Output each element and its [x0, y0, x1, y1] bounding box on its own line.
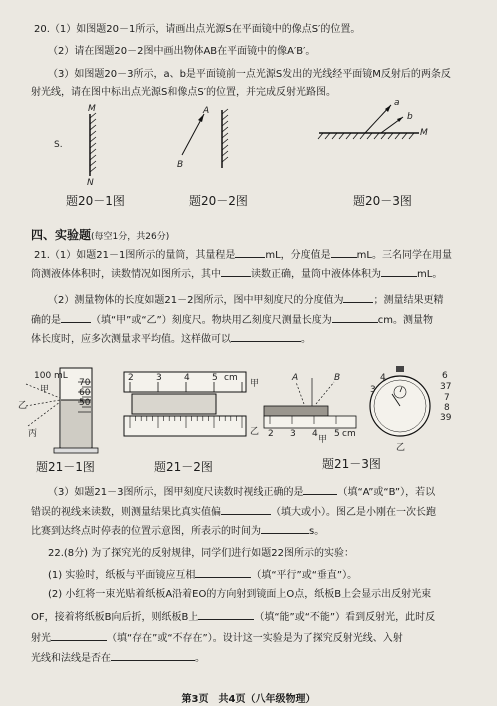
caption-20-1: 题20－1图 — [66, 194, 125, 208]
q21-p3-line1 — [48, 484, 435, 499]
blank-purpose[interactable] — [231, 331, 301, 342]
label-m: M — [420, 128, 428, 138]
blank-division[interactable] — [331, 247, 357, 258]
q21-p3d: （填大或小）。图乙是小刚在一次长跑 — [271, 507, 436, 518]
tick-4: 4 — [184, 373, 190, 383]
dial-3: 3 — [370, 385, 376, 395]
q22-p2f: 光线和法线是否在 — [31, 653, 111, 664]
label-a: a — [394, 98, 400, 108]
q21-p1-line1 — [34, 247, 452, 262]
label-a: A — [292, 373, 299, 383]
blank-same-plane[interactable] — [111, 650, 195, 661]
section-note: (每空1分，共26分) — [91, 232, 170, 242]
page-footer: 第3页 共4页（八年级物理） — [181, 694, 316, 705]
tick-4: 4 — [312, 429, 318, 439]
q22-p2-line2 — [31, 609, 435, 624]
label-s: S. — [54, 140, 63, 150]
q21-p3b: （填“A”或“B”），若以 — [337, 487, 436, 498]
q22-p2g: 。 — [195, 653, 205, 664]
q21-p2d: （填“甲”或“乙”）刻度尺。物块用乙刻度尺测量长度为 — [91, 315, 332, 326]
q22-p2e: （填“存在”或“不存在”）。设计这一实验是为了探究反射光线、入射 — [107, 633, 403, 644]
q21-p1a: 21.（1）如题21－1图所示的量筒，其量程是 — [34, 250, 236, 261]
label-50: 50 — [79, 398, 91, 408]
caption-21-2: 题21－2图 — [154, 460, 213, 474]
q20-line3: （3）如图题20－3所示，a、b是平面镜前一点光源S发出的光线经平面镜M反射后的两条反 — [48, 69, 451, 80]
q21-p1f: mL。 — [417, 269, 443, 280]
q21-p1b: mL，分度值是 — [265, 250, 331, 261]
label-n: N — [87, 178, 94, 188]
q22-p2d: 射光 — [31, 633, 51, 644]
label-yi: 乙 — [250, 427, 260, 437]
fig21-3-stopwatch — [368, 364, 468, 454]
q22-p2-line1: (2) 小红将一束光贴着纸板A沿着EO的方向射到镜面上O点，纸板B上会显示出反射光束 — [48, 589, 432, 600]
q21-p3-line3 — [31, 523, 324, 538]
label-bing: 丙 — [28, 429, 38, 439]
q21-p1e: 读数正确，量筒中液体体积为 — [251, 269, 381, 280]
q21-p3c: 错误的视线来读数，则测量结果比真实值偏 — [31, 507, 221, 518]
caption-21-1: 题21－1图 — [36, 460, 95, 474]
q21-p2-line2 — [31, 312, 433, 327]
q22-p2b: OF，接着将纸板B向后折，则纸板B上 — [31, 612, 199, 623]
label-a: A — [203, 106, 210, 116]
q21-p3e: 比赛到达终点时停表的位置示意图，所表示的时间为 — [31, 526, 261, 537]
q20-line4: 射光线，请在图中标出点光源S和像点S′的位置，并完成反射光路图。 — [31, 87, 336, 98]
tick-3: 3 — [290, 429, 296, 439]
dial-8: 8 — [444, 403, 450, 413]
label-100: 100 — [34, 371, 52, 381]
dial-39: 39 — [440, 413, 452, 423]
label-ml: mL — [54, 371, 68, 381]
q20-line2: （2）请在图题20－2图中画出物体AB在平面镜中的像A′B′。 — [48, 46, 316, 57]
label-m: M — [88, 104, 96, 114]
q21-p2c: 确的是 — [31, 315, 61, 326]
q22-p1a: (1) 实验时，纸板与平面镜应互相 — [48, 570, 196, 581]
q22-intro: 22.(8分) 为了探究光的反射规律，同学们进行如题22图所示的实验： — [48, 548, 354, 559]
q22-p2-line4 — [31, 650, 205, 665]
fig20-1 — [40, 100, 130, 190]
q22-p1b: （填“平行”或“垂直”）。 — [251, 570, 358, 581]
q21-p2b: ；测量结果更精 — [373, 295, 444, 306]
blank-range[interactable] — [235, 247, 265, 258]
fig20-2 — [170, 100, 250, 190]
caption-20-2: 题20－2图 — [189, 194, 248, 208]
caption-20-3: 题20－3图 — [353, 194, 412, 208]
q21-p3f: s。 — [309, 526, 325, 537]
tick-5: 5 — [212, 373, 218, 383]
label-70: 70 — [79, 378, 91, 388]
q22-p2-line3 — [31, 630, 403, 645]
tick-3: 3 — [156, 373, 162, 383]
q22-p2c: （填“能”或“不能”）看到反射光，此时反 — [254, 612, 436, 623]
dial-37: 37 — [440, 382, 452, 392]
label-jia: 甲 — [40, 385, 50, 395]
blank-precise-ruler[interactable] — [61, 312, 91, 323]
tick-5: 5 — [334, 429, 340, 439]
caption-21-3: 题21－3图 — [322, 457, 381, 471]
label-yi: 乙 — [18, 401, 28, 411]
blank-orientation[interactable] — [195, 567, 251, 578]
fig21-2-rulers — [118, 368, 268, 450]
q21-p2-line3 — [31, 331, 311, 346]
unit-cm: cm — [224, 373, 238, 383]
blank-volume[interactable] — [381, 266, 417, 277]
unit-cm: cm — [342, 429, 356, 439]
label-jia: 甲 — [318, 435, 328, 445]
label-b: b — [407, 112, 413, 122]
fig20-3 — [315, 95, 435, 145]
label-yi: 乙 — [396, 443, 406, 453]
q21-p3-line2 — [31, 504, 436, 519]
label-b: B — [177, 160, 184, 170]
fig21-3-ruler — [262, 370, 362, 445]
fig21-1-cylinder — [18, 362, 118, 462]
section-heading — [31, 226, 169, 243]
blank-correct-view[interactable] — [303, 484, 337, 495]
blank-time[interactable] — [261, 523, 309, 534]
q20-line1: 20.（1）如图题20－1所示，请画出点光源S在平面镜中的像点S′的位置。 — [34, 24, 361, 35]
q22-p1 — [48, 567, 357, 582]
dial-6: 6 — [442, 371, 448, 381]
label-jia: 甲 — [250, 379, 260, 389]
q21-p2a: （2）测量物体的长度如题21－2图所示，图中甲刻度尺的分度值为 — [48, 295, 344, 306]
label-60: 60 — [79, 388, 91, 398]
tick-2: 2 — [128, 373, 134, 383]
dial-4: 4 — [380, 373, 386, 383]
label-b: B — [334, 373, 341, 383]
q21-p1c: mL。三名同学在用量 — [356, 250, 452, 261]
q21-p1-line2 — [31, 266, 442, 281]
blank-correct-reader[interactable] — [221, 266, 251, 277]
q21-p2g: 。 — [301, 334, 311, 345]
blank-exists[interactable] — [51, 630, 107, 641]
q21-p2f: 体长度时，应多次测量求平均值。这样做可以 — [31, 334, 231, 345]
blank-bias[interactable] — [221, 504, 271, 515]
q21-p2e: cm。测量物 — [377, 315, 433, 326]
blank-can-see[interactable] — [198, 609, 254, 620]
q21-p3a: （3）如题21－3图所示，图甲刻度尺读数时视线正确的是 — [48, 487, 304, 498]
section-title: 四、实验题 — [31, 228, 92, 242]
tick-2: 2 — [268, 429, 274, 439]
dial-7: 7 — [444, 393, 450, 403]
q21-p1d: 筒测液体体积时，读数情况如图所示，其中 — [31, 269, 221, 280]
q21-p2-line1 — [48, 292, 443, 307]
blank-ruler-division[interactable] — [343, 292, 373, 303]
blank-length[interactable] — [332, 312, 378, 323]
